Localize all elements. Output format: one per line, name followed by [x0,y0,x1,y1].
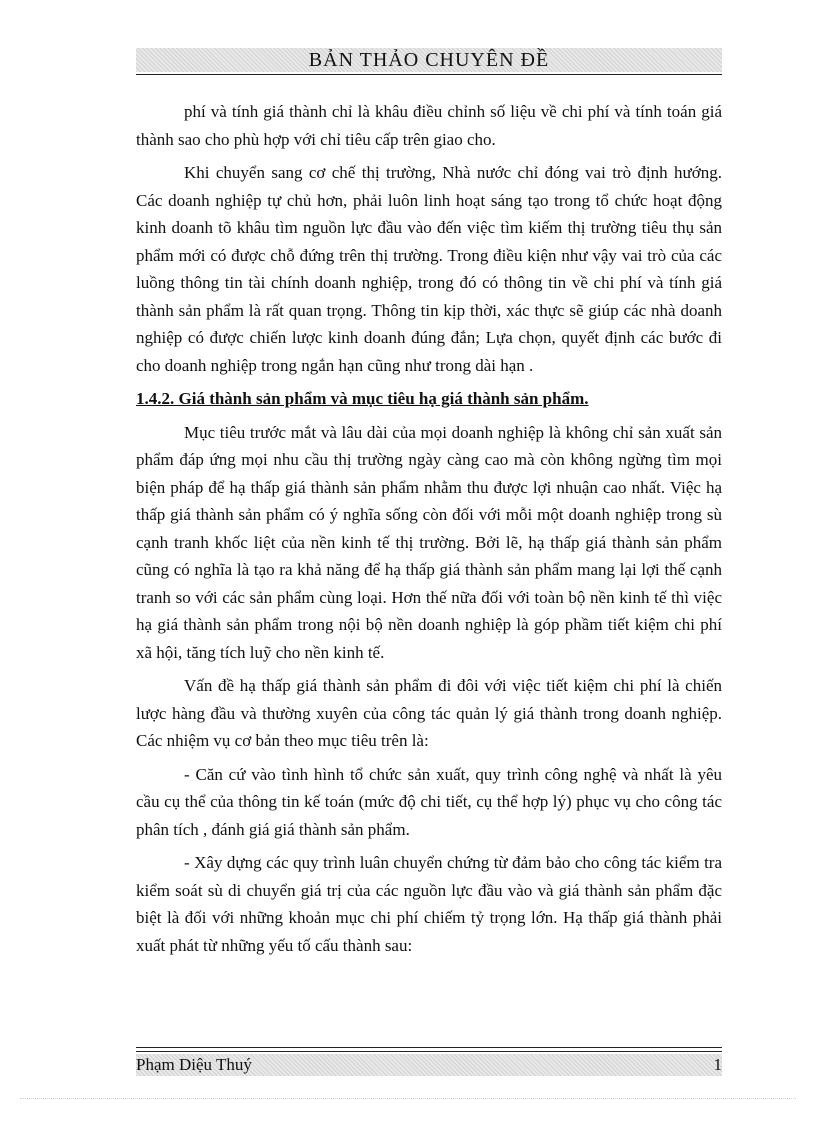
page-bottom-dotted-line [20,1098,796,1099]
paragraph-6: - Xây dựng các quy trình luân chuyển chứng từ đảm bảo cho công tác kiểm tra kiểm soát sù di chuyển giá trị của các nguồn lực đầu vào và giá thành sản phẩm đặc biệt là đối với những khoản mục chi phí chiếm tỷ trọng lớn. Hạ thấp giá thành phải xuất phát từ những yếu tố cấu thành sau: [136,853,722,955]
footer-rule-bottom [136,1051,722,1052]
footer-rule-top [136,1047,722,1048]
section-heading: 1.4.2. Giá thành sản phẩm và mục tiêu hạ giá thành sản phẩm. [136,389,589,408]
paragraph-4: Vấn đề hạ thấp giá thành sản phẩm đi đôi với việc tiết kiệm chi phí là chiến lược hàng đầu và thường xuyên của công tác quản lý giá thành trong doanh nghiệp. Các nhiệm vụ cơ bản theo mục tiêu trên là: [136,676,722,750]
body-text [136,98,722,965]
page-number: 1 [713,1055,722,1074]
paragraph-1: phí và tính giá thành chỉ là khâu điều chỉnh số liệu về chi phí và tính toán giá thành sao cho phù hợp với chỉ tiêu cấp trên giao cho. [136,102,722,149]
paragraph-3: Mục tiêu trước mắt và lâu dài của mọi doanh nghiệp là không chỉ sản xuất sản phẩm đáp ứng mọi nhu cầu thị trường ngày càng cao mà còn không ngừng tìm mọi biện pháp để hạ thấp giá thành sản phẩm nhằm thu được lợi nhuận cao nhất. Việc hạ thấp giá thành sản phẩm có ý nghĩa sống còn đối với mỗi một doanh nghiệp trong sù cạnh tranh khốc liệt của nền kinh tế thị trường. Bởi lẽ, hạ thấp giá thành sản phẩm cũng có nghĩa là tạo ra khả năng để hạ thấp giá thành sản phẩm mang lại lợi thế cạnh tranh so với các sản phẩm cùng loại. Hơn thế nữa đối với toàn bộ nền kinh tế thì việc hạ giá thành sản phẩm trong nội bộ nền doanh nghiệp là góp phầm tiết kiệm chi phí xã hội, tăng tích luỹ cho nền kinh tế. [136,422,722,662]
header-title: BẢN THẢO CHUYÊN ĐỀ [308,49,550,71]
header-rule [136,74,722,75]
paragraph-5: - Căn cứ vào tình hình tổ chức sản xuất, quy trình công nghệ và nhất là yêu cầu cụ thể của thông tin kế toán (mức độ chi tiết, cụ thể hợp lý) phục vụ cho công tác phân tích , đánh giá giá thành sản phẩm. [136,764,722,839]
footer-author: Phạm Diệu Thuý [136,1055,252,1074]
paragraph-2: Khi chuyển sang cơ chế thị trường, Nhà nước chỉ đóng vai trò định hướng. Các doanh nghiệp tự chủ hơn, phải luôn linh hoạt sáng tạo trong tổ chức hoạt động kinh doanh tõ khâu tìm nguồn lực đầu vào đến việc tìm kiếm thị trường tiêu thụ sản phẩm mới có được chỗ đứng trên thị trường. Trong điều kiện như vậy vai trò của các luồng thông tin tài chính doanh nghiệp, trong đó có thông tin về chi phí và tính giá thành sản phẩm là rất quan trọng. Thông tin kịp thời, xác thực sẽ giúp các nhà doanh nghiệp có được chiến lược kinh doanh đúng đắn; Lựa chọn, quyết định các bước đi cho doanh nghiệp trong ngắn hạn cũng như trong dài hạn . [136,163,722,375]
